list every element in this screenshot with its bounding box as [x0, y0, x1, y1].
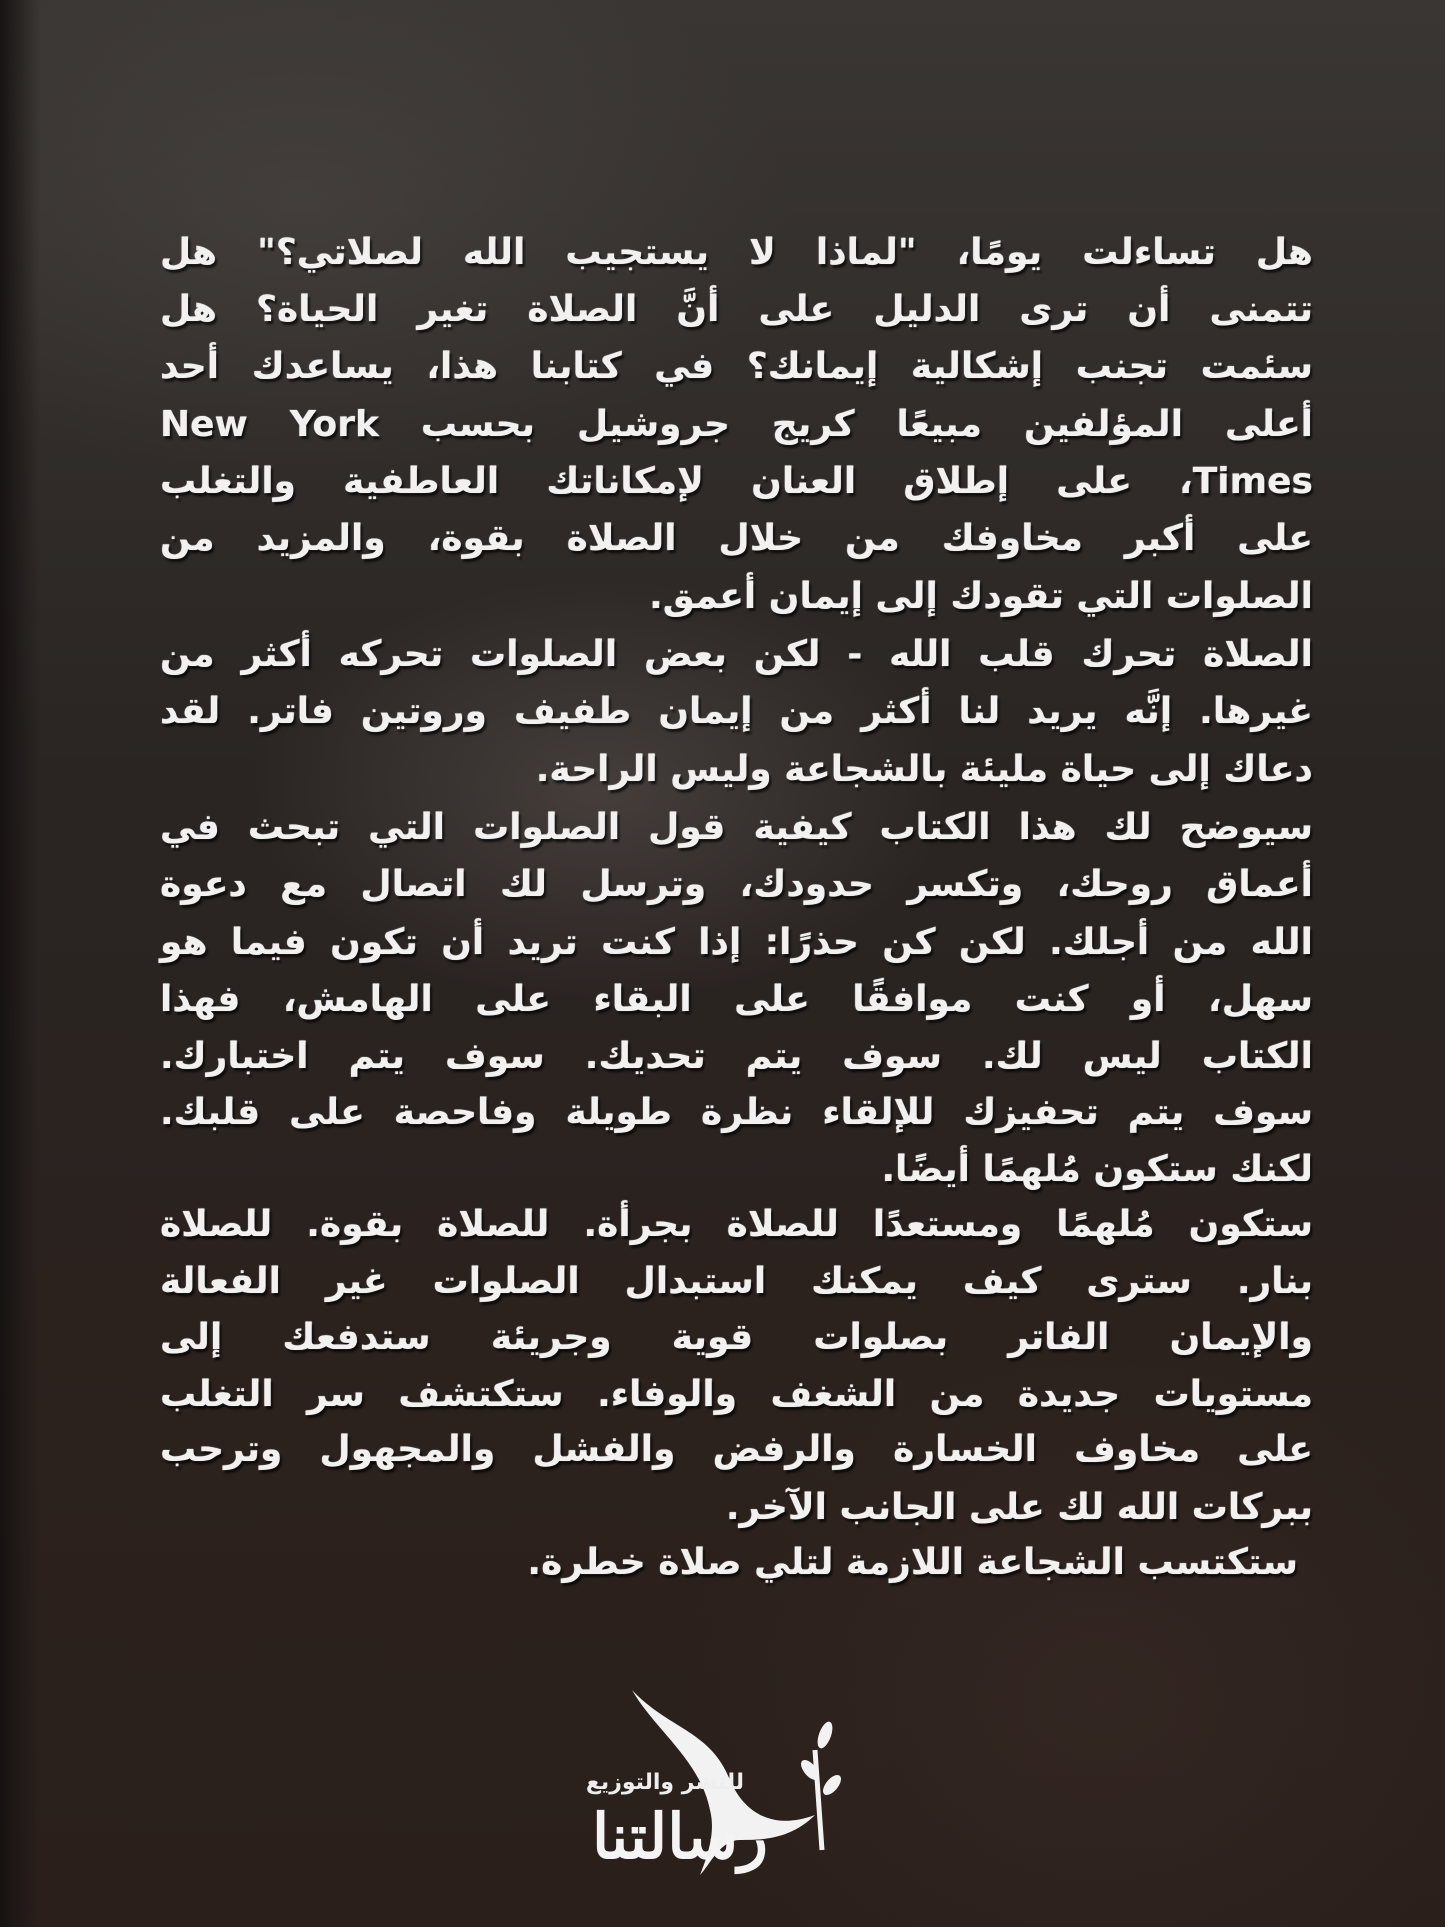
- cover-spine-shadow: [0, 0, 40, 1927]
- blurb-line: هل تساءلت يومًا، "لماذا لا يستجيب الله لصلاتي؟" هل: [160, 232, 1313, 273]
- blurb-line: أعماق روحك، وتكسر حدودك، وترسل لك اتصال مع دعوة: [160, 864, 1313, 905]
- blurb-line: سئمت تجنب إشكالية إيمانك؟ في كتابنا هذا، يساعدك أحد: [160, 346, 1313, 387]
- blurb-line: دعاك إلى حياة مليئة بالشجاعة وليس الراحة.: [535, 749, 1313, 790]
- publisher-logo: [560, 1690, 900, 1890]
- blurb-line: سيوضح لك هذا الكتاب كيفية قول الصلوات التي تبحث في: [160, 807, 1313, 848]
- blurb-line: ستكتسب الشجاعة اللازمة لتلي صلاة خطرة.: [527, 1542, 1298, 1583]
- blurb-line: ببركات الله لك على الجانب الآخر.: [725, 1487, 1313, 1528]
- blurb-line: الكتاب ليس لك. سوف يتم تحديك. سوف يتم اختبارك.: [160, 1036, 1313, 1077]
- blurb-line: سهل، أو كنت موافقًا على البقاء على الهامش، فهذا: [160, 979, 1313, 1020]
- blurb-line: الصلاة تحرك قلب الله - لكن بعض الصلوات تحركه أكثر من: [160, 634, 1313, 675]
- blurb-line: الصلوات التي تقودك إلى إيمان أعمق.: [649, 576, 1313, 617]
- publisher-tagline: للنشر والتوزيع: [585, 1770, 745, 1795]
- blurb-line: غيرها. إنَّه يريد لنا أكثر من إيمان طفيف وروتين فاتر. لقد: [160, 691, 1313, 732]
- blurb-line: على مخاوف الخسارة والرفض والفشل والمجهول وترحب: [160, 1429, 1313, 1470]
- blurb-line: الله من أجلك. لكن كن حذرًا: إذا كنت تريد أن تكون فيما هو: [160, 922, 1313, 963]
- blurb-line: Times، على إطلاق العنان لإمكاناتك العاطفية والتغلب: [160, 461, 1313, 502]
- publisher-name: رسالتنا: [592, 1800, 768, 1873]
- blurb-line: سوف يتم تحفيزك للإلقاء نظرة طويلة وفاحصة على قلبك.: [160, 1092, 1313, 1133]
- blurb-line: بنار. سترى كيف يمكنك استبدال الصلوات غير الفعالة: [160, 1261, 1313, 1302]
- blurb-line: تتمنى أن ترى الدليل على أنَّ الصلاة تغير الحياة؟ هل: [160, 289, 1313, 330]
- blurb-line: ستكون مُلهمًا ومستعدًا للصلاة بجرأة. للصلاة بقوة. للصلاة: [160, 1204, 1313, 1245]
- blurb-line: على أكبر مخاوفك من خلال الصلاة بقوة، والمزيد من: [160, 518, 1313, 559]
- blurb-line: مستويات جديدة من الشغف والوفاء. ستكتشف سر التغلب: [160, 1374, 1313, 1415]
- blurb-line: والإيمان الفاتر بصلوات قوية وجريئة ستدفعك إلى: [160, 1317, 1313, 1358]
- blurb-line: لكنك ستكون مُلهمًا أيضًا.: [881, 1149, 1313, 1190]
- blurb-line: أعلى المؤلفين مبيعًا كريج جروشيل بحسب New York: [160, 404, 1314, 445]
